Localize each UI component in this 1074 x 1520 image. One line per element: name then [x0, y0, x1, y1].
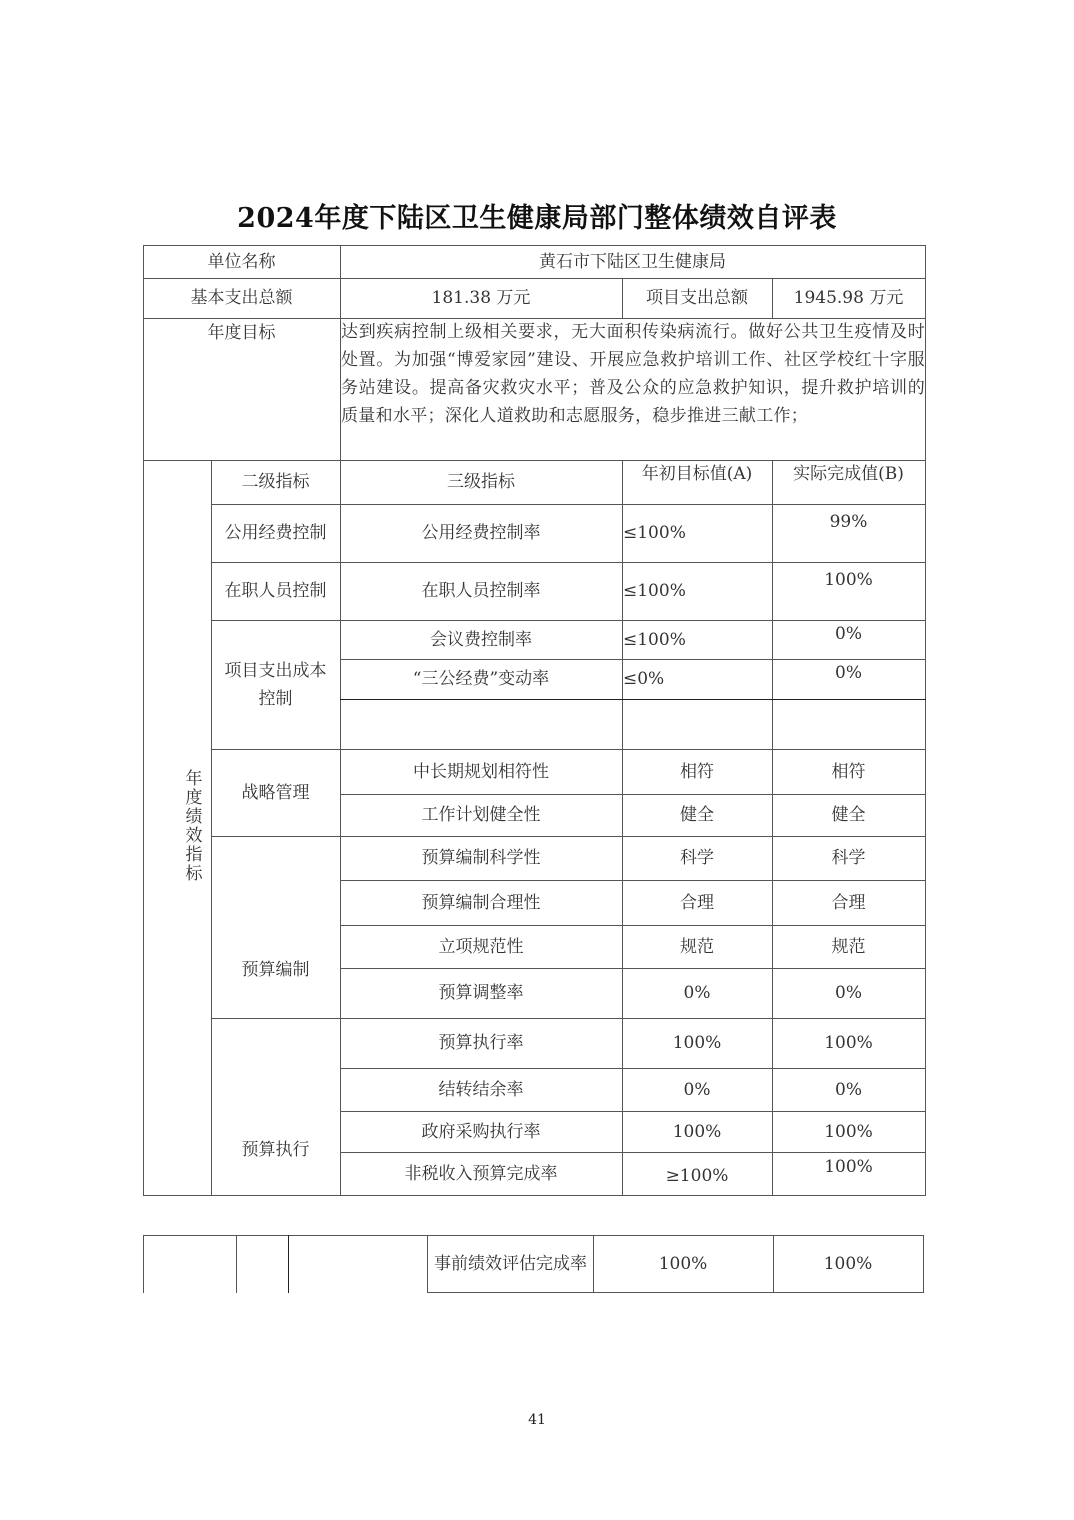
indicator-cell: 在职人员控制率 — [421, 581, 541, 601]
group-label: 项目支出成本控制 — [224, 660, 327, 709]
actual-cell: 科学 — [831, 848, 866, 868]
indicator-cell: 政府采购执行率 — [421, 1121, 541, 1142]
actual-cell: 0% — [835, 624, 862, 644]
project-expense-value: 1945.98 万元 — [793, 288, 904, 308]
target-cell: 相符 — [680, 761, 714, 782]
annual-goal-text: 达到疾病控制上级相关要求，无大面积传染病流行。做好公共卫生疫情及时处置。为加强“博爱家园”建设、开展应急救护培训工作、社区学校红十字服务站建设。提高备灾救灾水平；普及公众的应急救护知识，提升救护培训的质量和水平；深化人道救助和志愿服务，稳步推进三献工作； — [341, 322, 925, 426]
actual-cell: 100% — [824, 1157, 873, 1177]
header-actual: 实际完成值(B) — [793, 464, 904, 484]
actual-cell: 0% — [835, 1079, 862, 1100]
actual-cell: 99% — [829, 512, 868, 532]
header-target: 年初目标值(A) — [641, 464, 753, 484]
indicator-cell: 预算执行率 — [438, 1033, 524, 1053]
target-cell — [622, 699, 772, 749]
basic-expense-label: 基本支出总额 — [190, 288, 293, 308]
basic-expense-value: 181.38 万元 — [431, 288, 531, 308]
indicator-cell: 结转结余率 — [438, 1079, 524, 1100]
actual-cell: 100% — [823, 1254, 873, 1274]
unit-name-value: 黄石市下陆区卫生健康局 — [539, 251, 726, 272]
indicator-cell — [340, 699, 622, 749]
target-cell: 健全 — [680, 805, 714, 825]
target-cell: 合理 — [680, 892, 714, 913]
group-label: 预算执行 — [241, 1140, 310, 1160]
indicator-cell: 公用经费控制率 — [421, 523, 541, 543]
target-cell: 100% — [672, 1121, 722, 1142]
target-cell: 0% — [683, 1079, 711, 1100]
actual-cell: 健全 — [831, 805, 866, 825]
group-label: 在职人员控制 — [224, 581, 327, 601]
indicator-cell: “三公经费”变动率 — [412, 669, 550, 689]
actual-cell: 100% — [824, 570, 873, 590]
annual-goal-label: 年度目标 — [207, 323, 276, 343]
indicator-cell: 立项规范性 — [438, 936, 524, 957]
section-label-annual-indicators: 年度绩效指标 — [185, 769, 203, 884]
indicator-cell: 会议费控制率 — [430, 629, 532, 650]
target-cell: ≤100% — [623, 523, 686, 543]
target-cell: 规范 — [680, 936, 714, 957]
page-number: 41 — [528, 1412, 546, 1428]
actual-cell: 0% — [835, 663, 862, 683]
actual-cell: 100% — [824, 1121, 873, 1142]
actual-cell: 100% — [824, 1033, 873, 1053]
target-cell: ≤0% — [623, 669, 665, 689]
indicator-cell: 预算编制合理性 — [421, 892, 541, 913]
actual-cell: 相符 — [831, 761, 866, 782]
target-cell: ≤100% — [623, 581, 686, 601]
actual-cell: 规范 — [831, 936, 866, 957]
indicator-cell: 预算调整率 — [438, 983, 524, 1003]
unit-name-label: 单位名称 — [207, 251, 276, 272]
indicator-cell: 工作计划健全性 — [421, 805, 541, 825]
target-cell: 科学 — [680, 848, 714, 868]
indicator-cell: 预算编制科学性 — [421, 848, 541, 868]
actual-cell: 合理 — [831, 892, 866, 913]
project-expense-label: 项目支出总额 — [646, 288, 748, 308]
target-cell: ≥100% — [665, 1165, 729, 1186]
header-level3: 三级指标 — [447, 472, 515, 492]
actual-cell — [772, 699, 925, 749]
target-cell: ≤100% — [623, 629, 686, 650]
indicator-cell: 非税收入预算完成率 — [404, 1163, 558, 1184]
target-cell: 100% — [672, 1033, 722, 1053]
actual-cell: 0% — [835, 983, 862, 1003]
group-label: 预算编制 — [241, 960, 310, 980]
group-label: 公用经费控制 — [224, 523, 327, 543]
target-cell: 100% — [658, 1254, 708, 1274]
page-title: 2024年度下陆区卫生健康局部门整体绩效自评表 — [237, 203, 837, 234]
header-level2: 二级指标 — [241, 472, 310, 492]
group-label: 战略管理 — [241, 782, 310, 803]
indicator-cell: 中长期规划相符性 — [413, 761, 549, 782]
indicator-cell: 事前绩效评估完成率 — [434, 1253, 587, 1274]
target-cell: 0% — [683, 983, 711, 1003]
